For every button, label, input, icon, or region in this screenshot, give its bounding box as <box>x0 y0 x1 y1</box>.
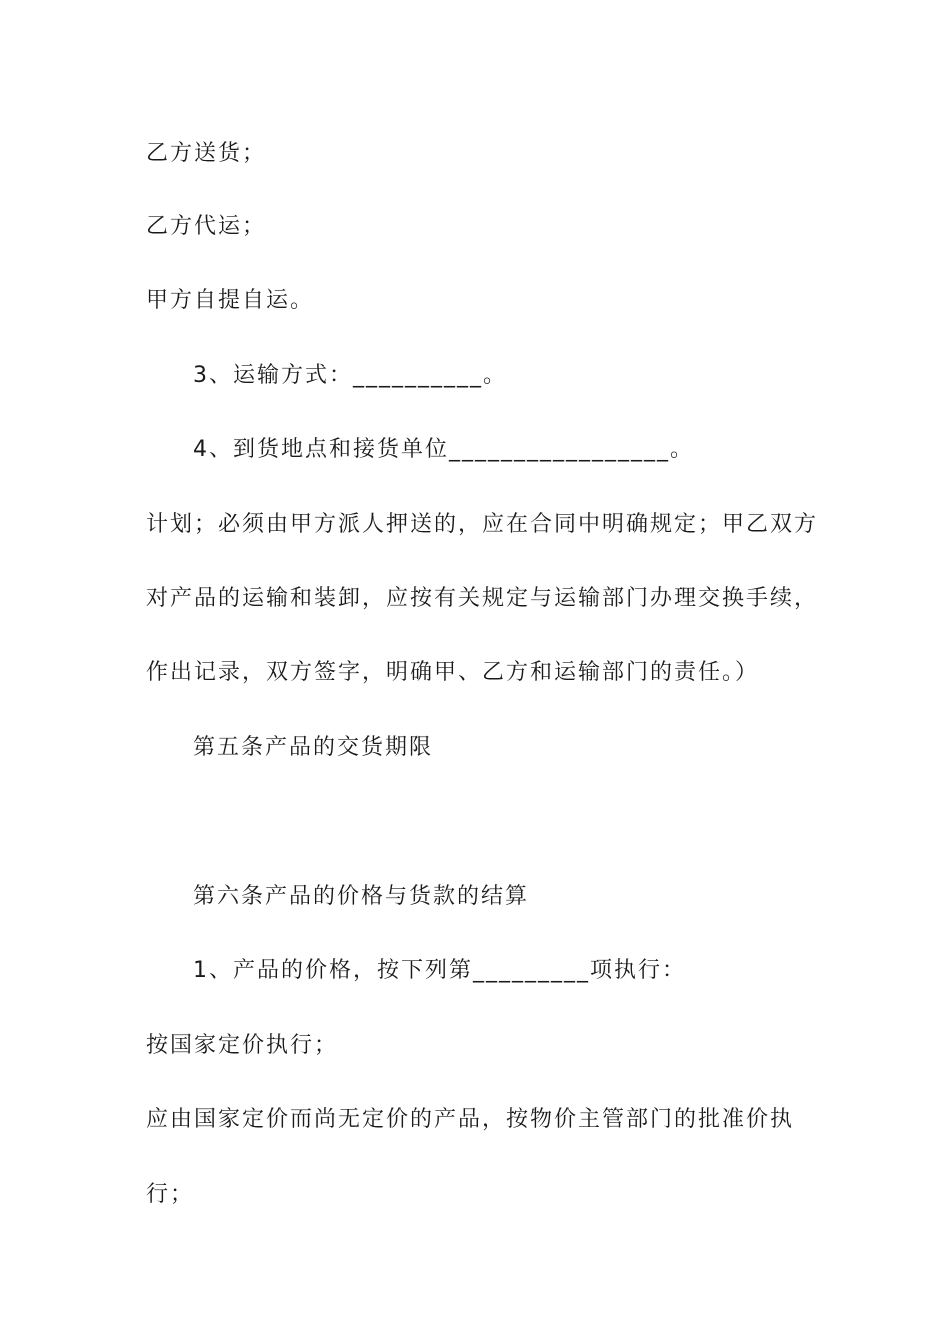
text-line-1: 乙方送货； <box>146 141 267 166</box>
section-heading-6: 第六条产品的价格与货款的结算 <box>193 884 530 909</box>
text-line-12: 按国家定价执行； <box>146 1033 339 1058</box>
section-heading-5: 第五条产品的交货期限 <box>193 735 434 760</box>
text-line-3: 甲方自提自运。 <box>146 288 315 313</box>
text-line-8: 作出记录，双方签字，明确甲、乙方和运输部门的责任。） <box>146 660 760 685</box>
text-line-13: 应由国家定价而尚无定价的产品，按物价主管部门的批准价执 <box>146 1107 795 1132</box>
text-line-14: 行； <box>146 1182 195 1207</box>
text-line-5: 4、到货地点和接货单位_________________。 <box>193 437 694 462</box>
text-line-7: 对产品的运输和装卸，应按有关规定与运输部门办理交换手续， <box>146 586 819 611</box>
text-line-2: 乙方代运； <box>146 214 267 239</box>
text-line-11: 1、产品的价格，按下列第_________项执行： <box>193 958 686 983</box>
text-line-6: 计划；必须由甲方派人押送的，应在合同中明确规定；甲乙双方 <box>146 512 819 537</box>
text-line-4: 3、运输方式：__________。 <box>193 363 507 388</box>
